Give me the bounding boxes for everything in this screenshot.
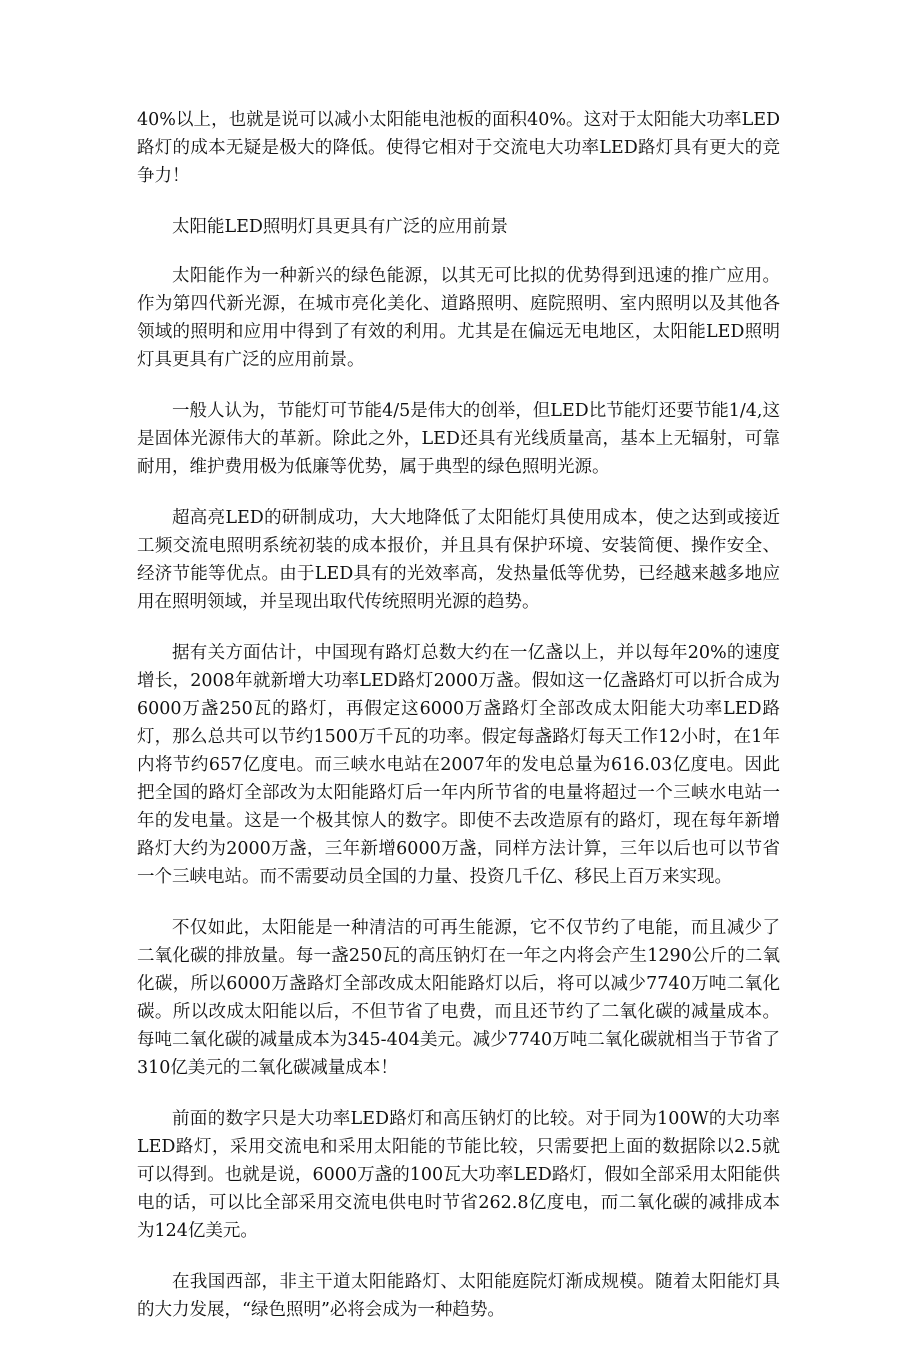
- paragraph-solar-energy: 太阳能作为一种新兴的绿色能源，以其无可比拟的优势得到迅速的推广应用。作为第四代新光源，在城市亮化美化、道路照明、庭院照明、室内照明以及其他各领域的照明和应用中得到了有效的利用。尤其是在偏远无电地区，太阳能LED照明灯具更具有广泛的应用前景。: [137, 266, 780, 370]
- section-heading: 太阳能LED照明灯具更具有广泛的应用前景: [172, 217, 508, 237]
- paragraph-co2-reduction: 不仅如此，太阳能是一种清洁的可再生能源，它不仅节约了电能，而且减少了二氧化碳的排放量。每一盏250瓦的高压钠灯在一年之内将会产生1290公斤的二氧化碳，所以6000万盏路灯全部改成太阳能路灯以后，将可以减少7740万吨二氧化碳。所以改成太阳能以后，不但节省了电费，而且还节约了二氧化碳的减量成本。每吨二氧化碳的减量成本为345-404美元。减少7740万吨二氧化碳就相当于节省了310亿美元的二氧化碳减量成本！: [137, 918, 780, 1078]
- paragraph-western-china: 在我国西部，非主干道太阳能路灯、太阳能庭院灯渐成规模。随着太阳能灯具的大力发展，“绿色照明”必将会成为一种趋势。: [137, 1272, 780, 1320]
- paragraph-continuation: 40%以上，也就是说可以减小太阳能电池板的面积40%。这对于太阳能大功率LED路灯的成本无疑是极大的降低。使得它相对于交流电大功率LED路灯具有更大的竞争力！: [137, 110, 780, 186]
- paragraph-energy-saving: 一般人认为，节能灯可节能4/5是伟大的创举，但LED比节能灯还要节能1/4,这是固体光源伟大的革新。除此之外，LED还具有光线质量高，基本上无辐射，可靠耐用，维护费用极为低廉等优势，属于典型的绿色照明光源。: [137, 401, 780, 477]
- paragraph-street-light-estimate: 据有关方面估计，中国现有路灯总数大约在一亿盏以上，并以每年20%的速度增长，2008年就新增大功率LED路灯2000万盏。假如这一亿盏路灯可以折合成为6000万盏250瓦的路灯，再假定这6000万盏路灯全部改成太阳能大功率LED路灯，那么总共可以节约1500万千瓦的功率。假定每盏路灯每天工作12小时，在1年内将节约657亿度电。而三峡水电站在2007年的发电总量为616.03亿度电。因此把全国的路灯全部改为太阳能路灯后一年内所节省的电量将超过一个三峡水电站一年的发电量。这是一个极其惊人的数字。即使不去改造原有的路灯，现在每年新增路灯大约为2000万盏，三年新增6000万盏，同样方法计算，三年以后也可以节省一个三峡电站。而不需要动员全国的力量、投资几千亿、移民上百万来实现。: [137, 643, 780, 887]
- paragraph-ultra-bright-led: 超高亮LED的研制成功，大大地降低了太阳能灯具使用成本，使之达到或接近工频交流电照明系统初装的成本报价，并且具有保护环境、安装简便、操作安全、经济节能等优点。由于LED具有的光效率高，发热量低等优势，已经越来越多地应用在照明领域，并呈现出取代传统照明光源的趋势。: [137, 508, 780, 612]
- paragraph-ac-vs-solar: 前面的数字只是大功率LED路灯和高压钠灯的比较。对于同为100W的大功率LED路灯，采用交流电和采用太阳能的节能比较，只需要把上面的数据除以2.5就可以得到。也就是说，6000万盏的100瓦大功率LED路灯，假如全部采用太阳能供电的话，可以比全部采用交流电供电时节省262.8亿度电，而二氧化碳的减排成本为124亿美元。: [137, 1109, 780, 1241]
- document-page: [137, 106, 780, 1347]
